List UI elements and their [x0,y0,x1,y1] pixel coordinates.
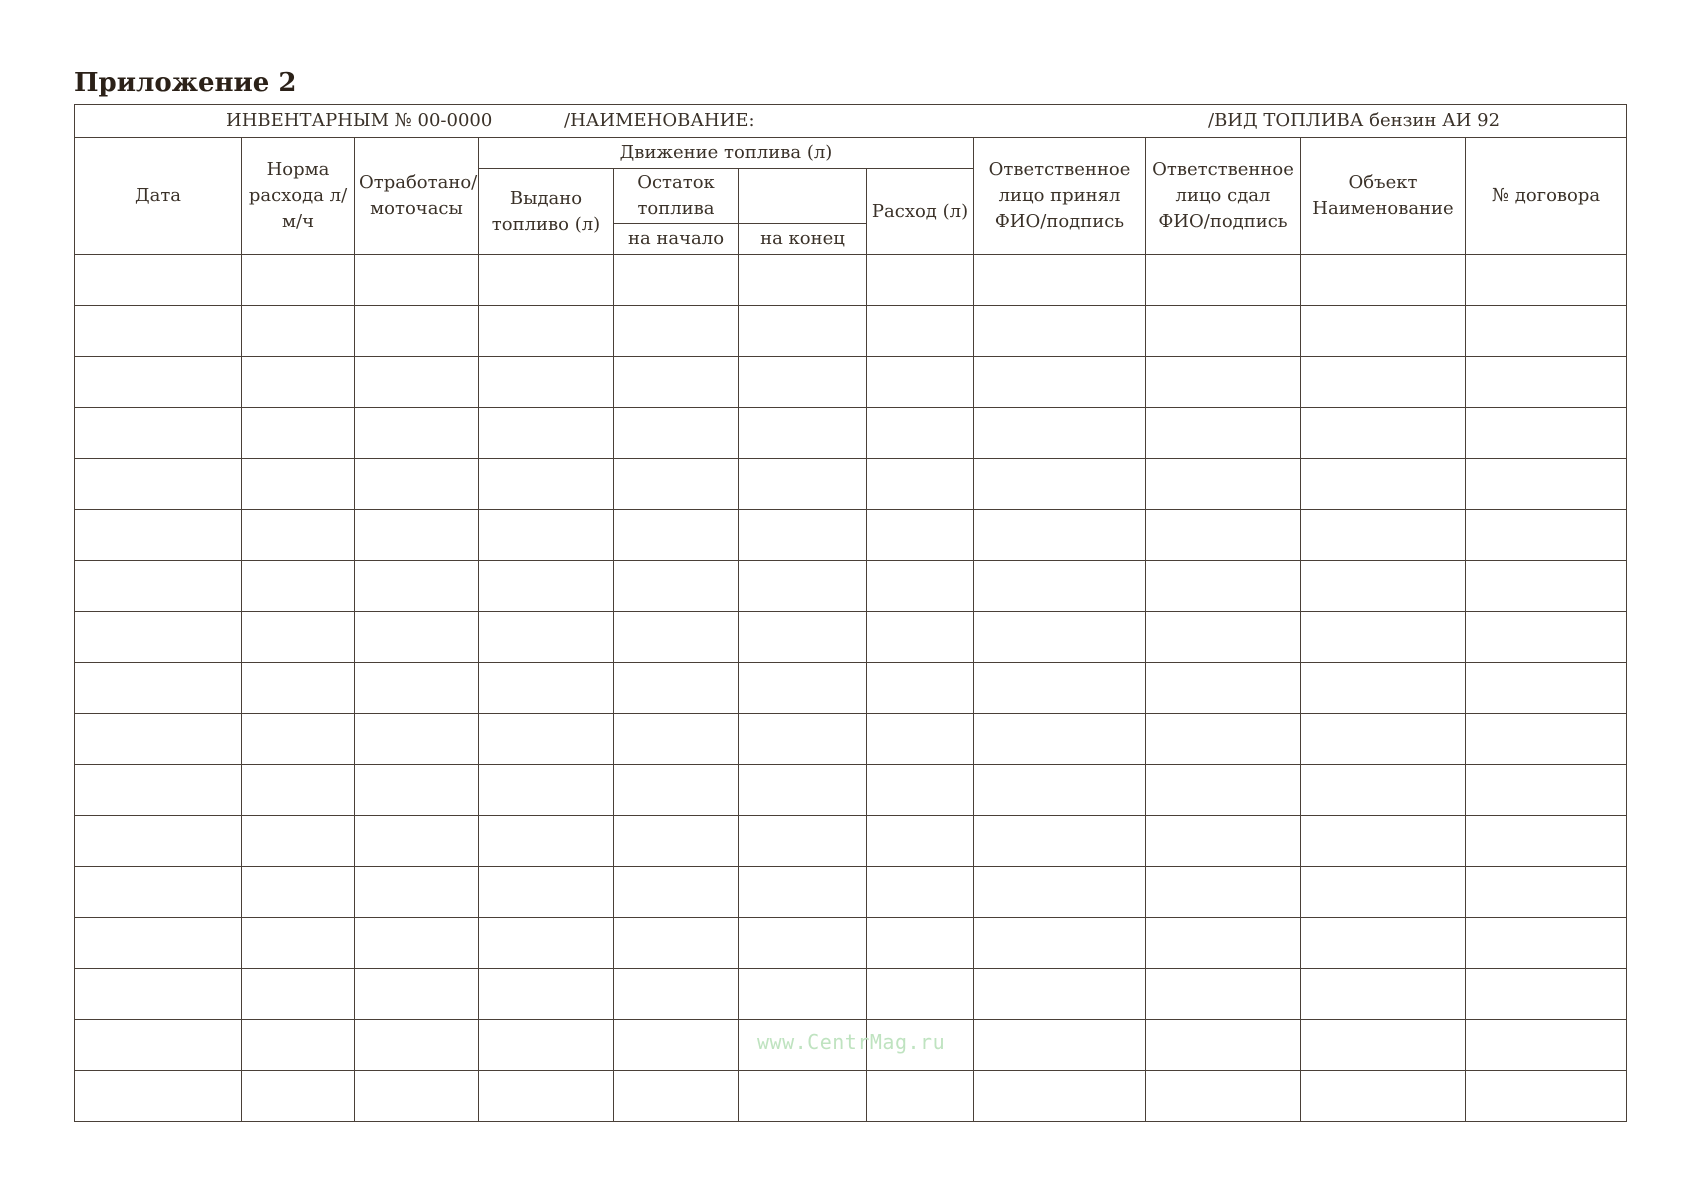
cell-remainder-start[interactable] [614,1071,739,1122]
col-header-norm: Норма расхода л/м/ч [242,138,355,255]
col-header-consumption: Расход (л) [867,169,974,255]
cell-consumption[interactable] [867,459,974,510]
table-row [75,408,1627,459]
cell-issued[interactable] [479,918,614,969]
cell-accepted-by[interactable] [974,663,1146,714]
cell-contract[interactable] [1466,1071,1627,1122]
cell-date[interactable] [75,663,242,714]
cell-accepted-by[interactable] [974,714,1146,765]
cell-remainder-end[interactable] [739,1071,867,1122]
cell-worked[interactable] [355,1020,479,1071]
cell-worked[interactable] [355,714,479,765]
cell-issued[interactable] [479,1071,614,1122]
header-info-row [75,105,1627,138]
fuel-log-table [74,104,1627,1122]
cell-consumption[interactable] [867,408,974,459]
cell-consumption[interactable] [867,663,974,714]
cell-handed-by[interactable] [1146,765,1301,816]
cell-handed-by[interactable] [1146,459,1301,510]
cell-worked[interactable] [355,765,479,816]
cell-norm[interactable] [242,1071,355,1122]
cell-issued[interactable] [479,510,614,561]
cell-worked[interactable] [355,663,479,714]
cell-remainder-start[interactable] [614,510,739,561]
cell-remainder-start[interactable] [614,663,739,714]
cell-accepted-by[interactable] [974,816,1146,867]
col-header-accepted-by: Ответственное лицо принял ФИО/подпись [974,138,1146,255]
table-row [75,663,1627,714]
col-header-date: Дата [75,138,242,255]
cell-remainder-end[interactable] [739,969,867,1020]
cell-contract[interactable] [1466,918,1627,969]
cell-object[interactable] [1301,816,1466,867]
page-title: Приложение 2 [74,68,297,98]
cell-accepted-by[interactable] [974,918,1146,969]
cell-accepted-by[interactable] [974,969,1146,1020]
col-header-handed-by: Ответственное лицо сдал ФИО/подпись [1146,138,1301,255]
cell-consumption[interactable] [867,765,974,816]
cell-worked[interactable] [355,918,479,969]
table-row [75,357,1627,408]
cell-date[interactable] [75,969,242,1020]
cell-object[interactable] [1301,765,1466,816]
cell-norm[interactable] [242,1020,355,1071]
cell-date[interactable] [75,459,242,510]
cell-contract[interactable] [1466,459,1627,510]
cell-contract[interactable] [1466,765,1627,816]
cell-remainder-start[interactable] [614,714,739,765]
table-row [75,306,1627,357]
cell-contract[interactable] [1466,969,1627,1020]
cell-remainder-end[interactable] [739,306,867,357]
cell-issued[interactable] [479,969,614,1020]
cell-consumption[interactable] [867,510,974,561]
cell-consumption[interactable] [867,357,974,408]
cell-worked[interactable] [355,255,479,306]
cell-remainder-start[interactable] [614,867,739,918]
cell-accepted-by[interactable] [974,612,1146,663]
table-row [75,969,1627,1020]
cell-handed-by[interactable] [1146,510,1301,561]
cell-remainder-end[interactable] [739,714,867,765]
cell-consumption[interactable] [867,714,974,765]
cell-date[interactable] [75,918,242,969]
cell-object[interactable] [1301,714,1466,765]
cell-handed-by[interactable] [1146,816,1301,867]
cell-worked[interactable] [355,510,479,561]
cell-handed-by[interactable] [1146,1020,1301,1071]
col-header-remainder-group: Остаток топлива [614,169,739,224]
cell-object[interactable] [1301,969,1466,1020]
cell-consumption[interactable] [867,969,974,1020]
cell-issued[interactable] [479,612,614,663]
cell-norm[interactable] [242,459,355,510]
col-header-worked: Отработано/ моточасы [355,138,479,255]
cell-consumption[interactable] [867,816,974,867]
cell-object[interactable] [1301,918,1466,969]
cell-contract[interactable] [1466,357,1627,408]
cell-contract[interactable] [1466,1020,1627,1071]
cell-issued[interactable] [479,1020,614,1071]
fuel-type-label: /ВИД ТОПЛИВА бензин АИ 92 [1208,110,1501,131]
cell-date[interactable] [75,816,242,867]
cell-handed-by[interactable] [1146,357,1301,408]
cell-handed-by[interactable] [1146,1071,1301,1122]
cell-issued[interactable] [479,459,614,510]
cell-worked[interactable] [355,867,479,918]
cell-consumption[interactable] [867,612,974,663]
cell-remainder-end[interactable] [739,816,867,867]
cell-issued[interactable] [479,714,614,765]
cell-remainder-start[interactable] [614,255,739,306]
table-row [75,459,1627,510]
cell-date[interactable] [75,867,242,918]
cell-consumption[interactable] [867,255,974,306]
cell-remainder-end[interactable] [739,255,867,306]
cell-remainder-start[interactable] [614,357,739,408]
cell-remainder-end[interactable] [739,561,867,612]
cell-handed-by[interactable] [1146,306,1301,357]
cell-remainder-end[interactable] [739,918,867,969]
table-row [75,255,1627,306]
cell-date[interactable] [75,1071,242,1122]
cell-contract[interactable] [1466,612,1627,663]
table-row [75,765,1627,816]
col-header-remainder-end: на конец [739,224,867,255]
cell-issued[interactable] [479,306,614,357]
cell-accepted-by[interactable] [974,1071,1146,1122]
cell-date[interactable] [75,408,242,459]
cell-contract[interactable] [1466,663,1627,714]
cell-accepted-by[interactable] [974,561,1146,612]
cell-object[interactable] [1301,612,1466,663]
cell-contract[interactable] [1466,510,1627,561]
cell-object[interactable] [1301,459,1466,510]
cell-worked[interactable] [355,459,479,510]
watermark: www.CentrMag.ru [757,1030,946,1054]
cell-issued[interactable] [479,357,614,408]
cell-norm[interactable] [242,510,355,561]
cell-remainder-end[interactable] [739,867,867,918]
cell-worked[interactable] [355,816,479,867]
cell-handed-by[interactable] [1146,255,1301,306]
col-header-contract: № договора [1466,138,1627,255]
cell-norm[interactable] [242,714,355,765]
cell-object[interactable] [1301,408,1466,459]
cell-remainder-start[interactable] [614,612,739,663]
cell-contract[interactable] [1466,816,1627,867]
cell-issued[interactable] [479,408,614,459]
cell-object[interactable] [1301,357,1466,408]
cell-object[interactable] [1301,561,1466,612]
cell-worked[interactable] [355,561,479,612]
cell-remainder-end[interactable] [739,765,867,816]
cell-remainder-end[interactable] [739,357,867,408]
cell-date[interactable] [75,306,242,357]
table-row [75,510,1627,561]
table-row [75,1071,1627,1122]
cell-accepted-by[interactable] [974,306,1146,357]
cell-accepted-by[interactable] [974,1020,1146,1071]
cell-norm[interactable] [242,255,355,306]
col-header-issued: Выдано топливо (л) [479,169,614,255]
inventory-number-label: ИНВЕНТАРНЫМ № 00-0000 [226,110,493,131]
cell-remainder-start[interactable] [614,459,739,510]
cell-issued[interactable] [479,867,614,918]
cell-remainder-start[interactable] [614,306,739,357]
col-header-movement-group: Движение топлива (л) [479,138,974,169]
cell-norm[interactable] [242,765,355,816]
table-row [75,918,1627,969]
cell-issued[interactable] [479,663,614,714]
cell-remainder-end[interactable] [739,459,867,510]
cell-handed-by[interactable] [1146,969,1301,1020]
cell-worked[interactable] [355,357,479,408]
cell-norm[interactable] [242,561,355,612]
cell-accepted-by[interactable] [974,765,1146,816]
cell-handed-by[interactable] [1146,612,1301,663]
cell-consumption[interactable] [867,306,974,357]
cell-consumption[interactable] [867,561,974,612]
cell-date[interactable] [75,357,242,408]
cell-remainder-end[interactable] [739,663,867,714]
cell-contract[interactable] [1466,306,1627,357]
cell-object[interactable] [1301,306,1466,357]
cell-worked[interactable] [355,408,479,459]
cell-handed-by[interactable] [1146,561,1301,612]
cell-accepted-by[interactable] [974,510,1146,561]
cell-handed-by[interactable] [1146,663,1301,714]
cell-remainder-start[interactable] [614,918,739,969]
cell-contract[interactable] [1466,867,1627,918]
cell-accepted-by[interactable] [974,255,1146,306]
cell-contract[interactable] [1466,714,1627,765]
cell-worked[interactable] [355,969,479,1020]
cell-norm[interactable] [242,612,355,663]
cell-remainder-end[interactable] [739,510,867,561]
cell-accepted-by[interactable] [974,867,1146,918]
cell-issued[interactable] [479,561,614,612]
cell-date[interactable] [75,714,242,765]
cell-norm[interactable] [242,408,355,459]
cell-date[interactable] [75,612,242,663]
cell-accepted-by[interactable] [974,459,1146,510]
cell-handed-by[interactable] [1146,714,1301,765]
cell-consumption[interactable] [867,1071,974,1122]
col-header-object: Объект Наименование [1301,138,1466,255]
cell-object[interactable] [1301,867,1466,918]
cell-object[interactable] [1301,510,1466,561]
table-row [75,612,1627,663]
cell-object[interactable] [1301,1020,1466,1071]
cell-accepted-by[interactable] [974,357,1146,408]
cell-consumption[interactable] [867,867,974,918]
cell-norm[interactable] [242,357,355,408]
cell-contract[interactable] [1466,561,1627,612]
cell-remainder-end[interactable] [739,408,867,459]
cell-issued[interactable] [479,816,614,867]
cell-norm[interactable] [242,663,355,714]
cell-remainder-start[interactable] [614,408,739,459]
cell-consumption[interactable] [867,918,974,969]
cell-remainder-start[interactable] [614,969,739,1020]
cell-norm[interactable] [242,816,355,867]
cell-norm[interactable] [242,969,355,1020]
cell-date[interactable] [75,1020,242,1071]
cell-worked[interactable] [355,1071,479,1122]
cell-worked[interactable] [355,306,479,357]
cell-handed-by[interactable] [1146,918,1301,969]
cell-remainder-start[interactable] [614,1020,739,1071]
cell-object[interactable] [1301,255,1466,306]
cell-date[interactable] [75,255,242,306]
cell-date[interactable] [75,561,242,612]
cell-norm[interactable] [242,306,355,357]
cell-contract[interactable] [1466,255,1627,306]
cell-issued[interactable] [479,255,614,306]
col-header-remainder-start: на начало [614,224,739,255]
cell-object[interactable] [1301,663,1466,714]
cell-object[interactable] [1301,1071,1466,1122]
cell-norm[interactable] [242,867,355,918]
table-row [75,561,1627,612]
cell-remainder-start[interactable] [614,816,739,867]
col-header-remainder-blank [739,169,867,224]
table-row [75,714,1627,765]
table-row [75,867,1627,918]
cell-remainder-start[interactable] [614,765,739,816]
cell-remainder-start[interactable] [614,561,739,612]
cell-handed-by[interactable] [1146,408,1301,459]
cell-worked[interactable] [355,612,479,663]
cell-norm[interactable] [242,918,355,969]
cell-accepted-by[interactable] [974,408,1146,459]
cell-issued[interactable] [479,765,614,816]
cell-contract[interactable] [1466,408,1627,459]
cell-remainder-end[interactable] [739,612,867,663]
cell-date[interactable] [75,510,242,561]
table-row [75,816,1627,867]
name-label: /НАИМЕНОВАНИЕ: [564,110,755,131]
cell-handed-by[interactable] [1146,867,1301,918]
cell-date[interactable] [75,765,242,816]
